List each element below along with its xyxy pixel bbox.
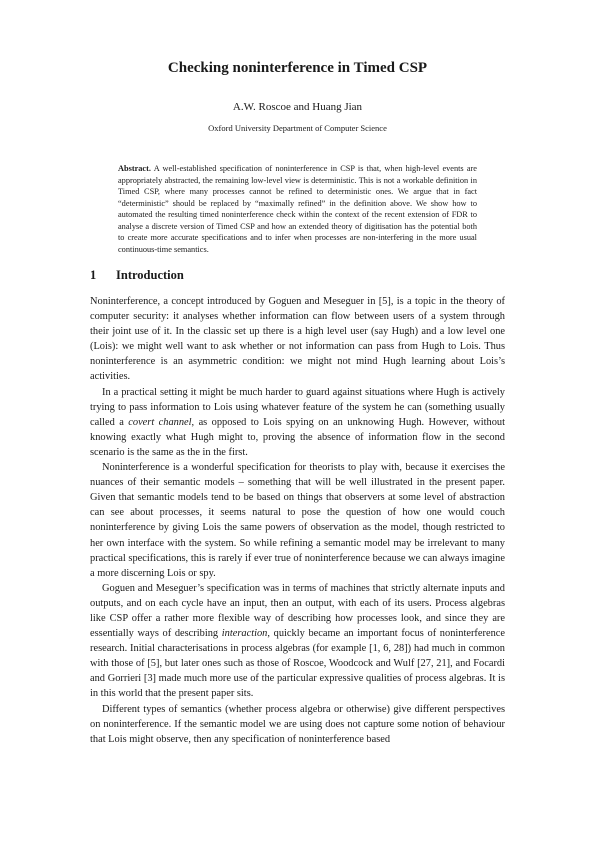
abstract	[118, 163, 477, 255]
paragraph-1: Noninterference, a concept introduced by Goguen and Meseguer in [5], is a topic in the theory of computer security: it analyses whether information can flow between users of a system through their joint use of it. In the classic set up there is a high level user (say Hugh) and a low level one (Lois): we might well want to ask whether or not information can pass from Hugh to Lois. Thus noninterference is an asymmetric condition: we might not mind Hugh learning about Lois’s activities.	[90, 296, 505, 383]
paragraph-2	[90, 385, 505, 460]
paragraph-4-text-a: Goguen and Meseguer’s specification was in terms of machines that strictly alternate inputs and outputs, and on each cycle have an input, then an output, with each of its users. Process algebras like CSP offer a rather more flexible way of describing how processes look, and since they are essentially ways of describing	[90, 582, 505, 640]
section-title: Introduction	[116, 268, 184, 282]
abstract-label: Abstract.	[118, 164, 151, 173]
paper-title: Checking noninterference in Timed CSP	[167, 60, 428, 76]
paragraph-3: Noninterference is a wonderful specification for theorists to play with, because it exercises the nuances of their semantic models – something that will be well illustrated in the present paper. Given that semantic models tend to be based on things that observers at some level of abstraction can see about processes, it seems natural to pose the question of how one would couch noninterference by giving Lois the same powers of observation as the model, though restricted to her own interface with the system. So while refining a semantic model may be irrelevant to many practical specifications, this is rarely if ever true of noninterference because we can always imagine a more discerning Lois or spy.	[90, 462, 505, 579]
section-number: 1	[90, 268, 97, 282]
paper-affiliation: Oxford University Department of Computer Science	[208, 123, 387, 133]
paragraph-4-emphasis: interaction	[221, 628, 268, 640]
paragraph-4	[90, 581, 505, 702]
paragraph-5: Different types of semantics (whether process algebra or otherwise) give different perspectives on noninterference. If the semantic model we are using does not capture some notion of behaviour that Lois might observe, then any specification of noninterference based	[90, 703, 505, 745]
body-text	[90, 294, 505, 747]
paragraph-2-text-a: In a practical setting it might be much harder to guard against situations where Hugh is actively trying to pass information to Lois using whatever feature of the system he can (something usually called a	[90, 386, 505, 428]
paragraph-4-text-b: , quickly became an important focus of noninterference research. Initial characterisations in process algebras (for example [1, 6, 28]) had much in common with those of [5], but later ones such as those of Roscoe, Woodcock and Wulf [27, 21], and Focardi and Gorrieri [3] made much more use of the particular expressive qualities of process algebras. It is in this world that the present paper sits.	[90, 628, 505, 700]
abstract-text: A well-established specification of noninterference in CSP is that, when high-level events are appropriately abstracted, the remaining low-level view is deterministic. This is not a workable definition in Timed CSP, where many processes cannot be refined to deterministic ones. We argue that in fact “deterministic” should be replaced by “maximally refined” in the definition above. We show how to automated the resulting timed noninterference check within the context of the recent extension of FDR to analyse a discrete version of Timed CSP and how an extended theory of digitisation has the potential both to create more accurate specifications and to infer when processes are non-interfering in the more usual continuous-time semantics.	[118, 164, 477, 254]
paper-authors: A.W. Roscoe and Huang Jian	[232, 101, 363, 113]
paragraph-2-text-b: , as opposed to Lois spying on an unknowing Hugh. However, without knowing exactly what Hugh might to, proving the absence of information flow in the second scenario is the same as the in the first.	[90, 416, 505, 458]
paragraph-2-emphasis: covert channel	[128, 416, 192, 428]
section-heading	[90, 268, 184, 283]
